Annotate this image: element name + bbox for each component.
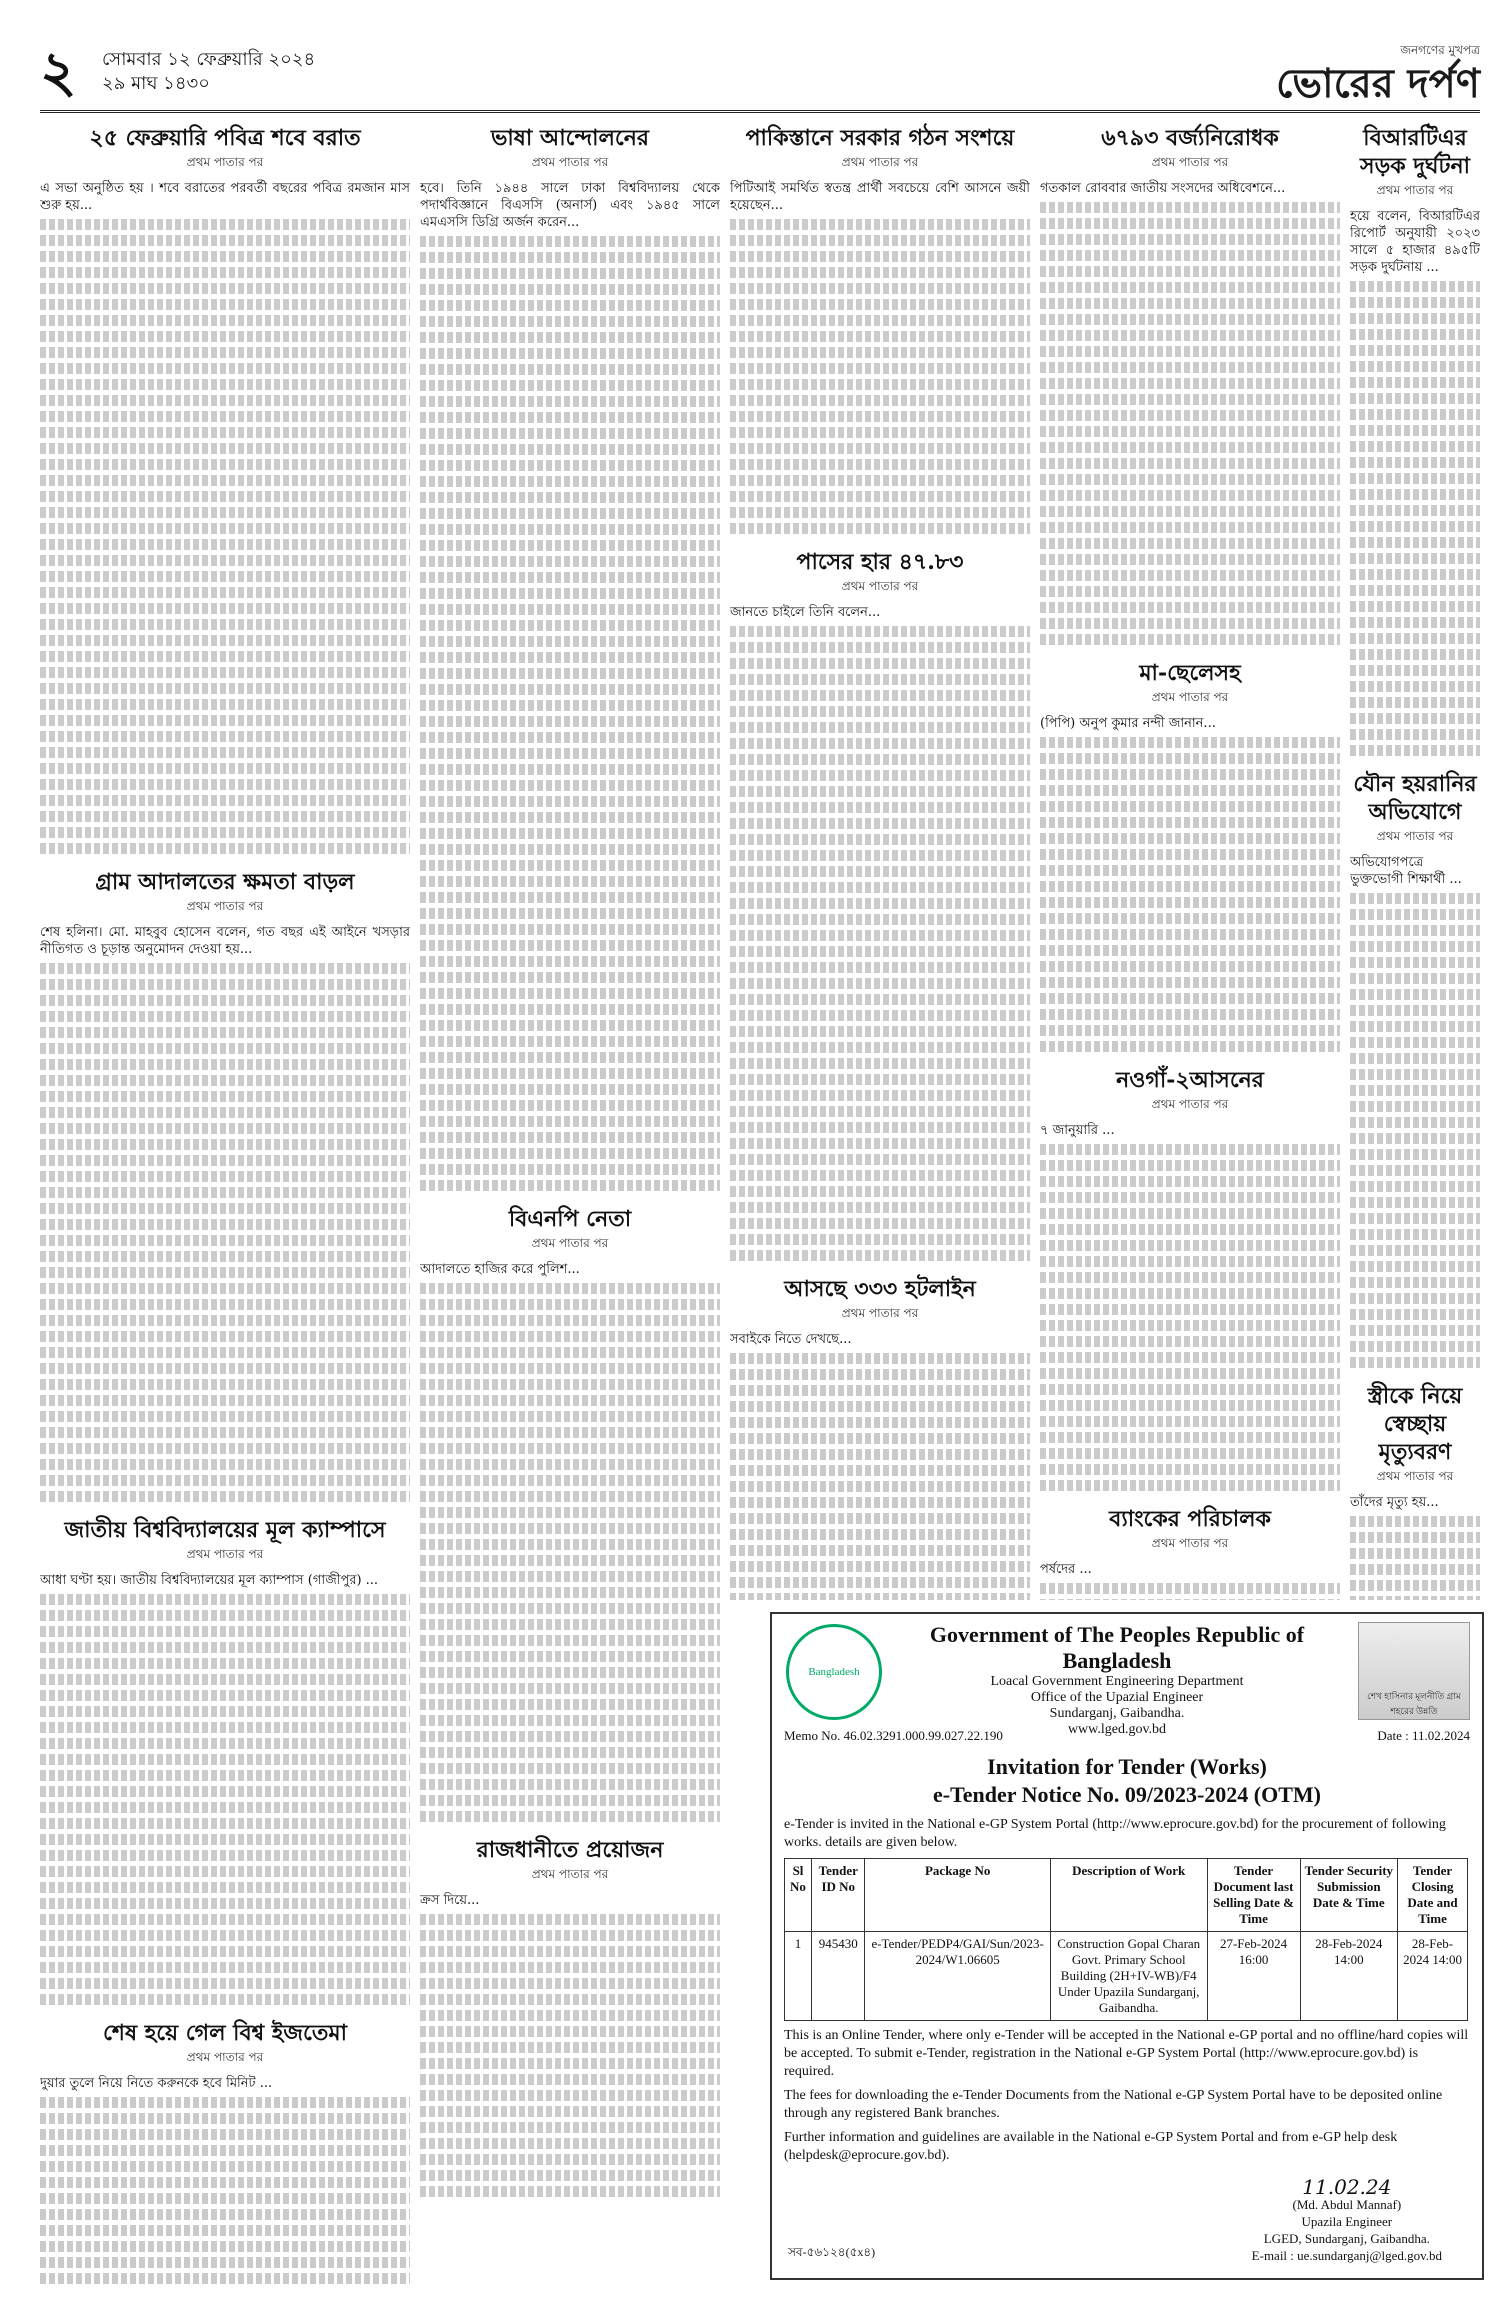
story-jump-line: প্রথম পাতার পর xyxy=(186,2050,264,2064)
story-text-lines xyxy=(1040,737,1340,1052)
news-story xyxy=(1350,770,1480,1368)
signer-name: (Md. Abdul Mannaf) xyxy=(1292,2197,1402,2212)
news-column-4 xyxy=(1040,120,1340,1600)
memo-date: Date : 11.02.2024 xyxy=(1377,1728,1470,1743)
memo-number: Memo No. 46.02.3291.000.99.027.22.190 xyxy=(784,1728,1003,1743)
tender-table-header xyxy=(785,1859,1468,1932)
office-website: www.lged.gov.bd xyxy=(1067,1722,1167,1737)
story-body: শেষ হলিনা। মো. মাহবুব হোসেন বলেন, গত বছর এই আইনে খসড়ার নীতিগত ও চূড়ান্ত অনুমোদন দেওয়া হয়... xyxy=(40,925,410,957)
story-body: জানতে চাইলে তিনি বলেন... xyxy=(730,605,881,620)
story-body: হয়ে বলেন, বিআরটিএর রিপোর্ট অনুযায়ী ২০২৩ সালে ৫ হাজার ৪৯৫টি সড়ক দুর্ঘটনায় ... xyxy=(1350,209,1480,275)
story-headline: জাতীয় বিশ্ববিদ্যালয়ের মূল ক্যাম্পাসে xyxy=(64,1517,386,1543)
tender-advertisement xyxy=(770,1612,1484,2280)
signer-title: Upazila Engineer xyxy=(1301,2214,1393,2229)
news-story xyxy=(1040,124,1340,645)
story-headline: রাজধানীতে প্রয়োজন xyxy=(476,1837,664,1863)
tender-intro: e-Tender is invited in the National e-GP System Portal (http://www.eprocure.gov.bd) for the procurement of following works. details are given below. xyxy=(784,1817,1446,1850)
story-jump-line: প্রথম পাতার পর xyxy=(841,1306,919,1320)
table-header-cell: Tender ID No xyxy=(811,1859,865,1932)
table-cell: 1 xyxy=(785,1932,812,2021)
story-jump-line: প্রথম পাতার পর xyxy=(186,899,264,913)
story-jump-line: প্রথম পাতার পর xyxy=(1376,829,1454,843)
story-headline: আসছে ৩৩৩ হটলাইন xyxy=(784,1276,976,1302)
story-text-lines xyxy=(1040,202,1340,645)
date-block xyxy=(102,48,315,96)
story-headline: বিএনপি নেতা xyxy=(508,1206,632,1232)
story-text-lines xyxy=(1350,281,1480,756)
gov-title: Government of The Peoples Republic of Bangladesh xyxy=(929,1622,1305,1673)
story-text-lines xyxy=(420,1283,720,1822)
story-headline: ৬৭৯৩ বর্জ্যনিরোধক xyxy=(1101,125,1279,151)
dept-name: Loacal Government Engineering Department xyxy=(990,1674,1244,1689)
story-text-lines xyxy=(1350,1516,1480,1600)
story-jump-line: প্রথম পাতার পর xyxy=(531,1867,609,1881)
news-story xyxy=(40,868,410,1502)
story-jump-line: প্রথম পাতার পর xyxy=(186,155,264,169)
story-body: গতকাল রোববার জাতীয় সংসদের অধিবেশনে... xyxy=(1040,181,1286,196)
news-story xyxy=(40,2019,410,2284)
news-story xyxy=(420,1205,720,1822)
story-jump-line: প্রথম পাতার পর xyxy=(186,1547,264,1561)
brand-tagline: জনগণের মুখপত্র xyxy=(1400,43,1480,57)
story-headline: বিআরটিএর সড়ক দুর্ঘটনা xyxy=(1360,125,1470,179)
table-header-cell: Description of Work xyxy=(1050,1859,1207,1932)
story-headline: যৌন হয়রানির অভিযোগে xyxy=(1353,771,1477,825)
story-text-lines xyxy=(420,236,720,1191)
office-name: Office of the Upazial Engineer xyxy=(1030,1690,1204,1705)
story-body: সবাইকে নিতে দেখছে... xyxy=(730,1332,852,1347)
news-column-5 xyxy=(1350,120,1480,1600)
story-body: হবে। তিনি ১৯৪৪ সালে ঢাকা বিশ্ববিদ্যালয় থেকে পদার্থবিজ্ঞানে বিএসসি (অনার্স) এবং ১৯৪৫ সালে এমএসসি ডিগ্রি অর্জন করেন... xyxy=(420,181,720,230)
news-column-2 xyxy=(420,120,720,2284)
story-body: আদালতে হাজির করে পুলিশ... xyxy=(420,1262,580,1277)
news-story xyxy=(1350,1382,1480,1600)
story-text-lines xyxy=(1350,893,1480,1368)
tender-note-2: The fees for downloading the e-Tender Documents from the National e-GP System Portal have to be deposited online through any registered Bank branches. xyxy=(784,2088,1443,2121)
story-body: ক্রস দিয়ে... xyxy=(420,1893,480,1908)
date-line-2: ২৯ মাঘ ১৪৩০ xyxy=(102,73,210,94)
signature-date: 11.02.24 xyxy=(1302,2175,1392,2199)
story-body: (পিপি) অনুপ কুমার নন্দী জানান... xyxy=(1040,716,1216,731)
story-body: ৭ জানুয়ারি ... xyxy=(1040,1123,1115,1138)
news-story xyxy=(1040,1505,1340,1600)
tender-note-3: Further information and guidelines are available in the National e-GP System Portal and from e-GP help desk (helpdesk@eprocure.gov.bd). xyxy=(784,2130,1398,2163)
tender-table-body xyxy=(785,1932,1468,2021)
story-headline: ব্যাংকের পরিচালক xyxy=(1109,1506,1271,1532)
story-body: দুয়ার তুলে নিয়ে নিতে করুনকে হবে মিনিট ... xyxy=(40,2076,273,2091)
photo-caption: শেখ হাসিনার মূলনীতি গ্রাম শহরের উন্নতি xyxy=(1367,1691,1461,1716)
story-jump-line: প্রথম পাতার পর xyxy=(531,155,609,169)
story-text-lines xyxy=(730,219,1030,534)
news-column-1 xyxy=(40,120,410,2284)
news-story xyxy=(420,124,720,1191)
story-text-lines xyxy=(1040,1144,1340,1491)
tender-notice-number: e-Tender Notice No. 09/2023-2024 (OTM) xyxy=(933,1782,1321,1807)
story-body: পিটিআই সমর্থিত স্বতন্ত্র প্রার্থী সবচেয়ে বেশি আসনে জয়ী হয়েছেন... xyxy=(730,181,1030,213)
story-text-lines xyxy=(40,1594,410,2005)
news-story xyxy=(40,124,410,854)
table-row xyxy=(785,1932,1468,2021)
story-jump-line: প্রথম পাতার পর xyxy=(1376,1469,1454,1483)
table-header-cell: Tender Security Submission Date & Time xyxy=(1300,1859,1397,1932)
story-jump-line: প্রথম পাতার পর xyxy=(1151,1536,1229,1550)
story-headline: মা-ছেলেসহ xyxy=(1139,660,1241,686)
story-headline: নওগাঁ-২আসনের xyxy=(1116,1067,1264,1093)
story-jump-line: প্রথম পাতার পর xyxy=(841,579,919,593)
page-number: ২ xyxy=(40,39,77,105)
story-headline: ভাষা আন্দোলনের xyxy=(491,125,649,151)
table-header-cell: Tender Document last Selling Date & Time xyxy=(1207,1859,1300,1932)
news-story xyxy=(730,1275,1030,1600)
story-jump-line: প্রথম পাতার পর xyxy=(1151,155,1229,169)
table-cell: Construction Gopal Charan Govt. Primary School Building (2H+IV-WB)/F4 Under Upazila Sundarganj, Gaibandha. xyxy=(1050,1932,1207,2021)
office-location: Sundarganj, Gaibandha. xyxy=(1049,1706,1185,1721)
story-jump-line: প্রথম পাতার পর xyxy=(1151,1097,1229,1111)
story-headline: গ্রাম আদালতের ক্ষমতা বাড়ল xyxy=(95,869,355,895)
date-line-1: সোমবার ১২ ফেব্রুয়ারি ২০২৪ xyxy=(102,49,316,70)
news-story xyxy=(1350,124,1480,756)
story-headline: পাকিস্তানে সরকার গঠন সংশয়ে xyxy=(745,125,1015,151)
story-text-lines xyxy=(40,2097,410,2284)
signer-office: LGED, Sundarganj, Gaibandha. xyxy=(1263,2231,1430,2246)
story-body: অভিযোগপত্রে ভুক্তভোগী শিক্ষার্থী ... xyxy=(1350,855,1462,887)
story-body: আধা ঘণ্টা হয়। জাতীয় বিশ্ববিদ্যালয়ের মূল ক্যাম্পাস (গাজীপুর) ... xyxy=(40,1573,379,1588)
brand xyxy=(1276,42,1480,106)
story-body: এ সভা অনুষ্ঠিত হয় । শবে বরাতের পরবর্তী বছরের পবিত্র রমজান মাস শুরু হয়... xyxy=(40,181,410,213)
brand-name: ভোরের দর্পণ xyxy=(1276,60,1480,107)
gov-header xyxy=(882,1622,1352,1738)
story-jump-line: প্রথম পাতার পর xyxy=(841,155,919,169)
signer-email: E-mail : ue.sundarganj@lged.gov.bd xyxy=(1251,2248,1442,2263)
table-cell: 945430 xyxy=(811,1932,865,2021)
story-text-lines xyxy=(1040,1583,1340,1600)
masthead xyxy=(40,40,1480,113)
table-header-cell: Package No xyxy=(865,1859,1050,1932)
portrait-photo xyxy=(1358,1622,1470,1720)
lged-logo xyxy=(786,1624,882,1720)
tender-table xyxy=(784,1858,1468,2021)
news-story xyxy=(730,124,1030,534)
story-body: তাঁদের মৃত্যু হয়... xyxy=(1350,1495,1439,1510)
news-column-3 xyxy=(730,120,1030,1600)
story-jump-line: প্রথম পাতার পর xyxy=(1376,183,1454,197)
story-headline: ২৫ ফেব্রুয়ারি পবিত্র শবে বরাত xyxy=(89,125,361,151)
table-cell: 28-Feb-2024 14:00 xyxy=(1300,1932,1397,2021)
news-story xyxy=(1040,659,1340,1052)
story-text-lines xyxy=(40,963,410,1502)
story-text-lines xyxy=(40,219,410,854)
logo-text: Bangladesh xyxy=(808,1666,860,1678)
tender-note-1: This is an Online Tender, where only e-Tender will be accepted in the National e-GP portal and no offline/hard copies will be accepted. To submit e-Tender, registration in the National e-GP System Portal (http://www.eprocure.gov.bd) is required. xyxy=(784,2028,1469,2079)
story-headline: শেষ হয়ে গেল বিশ্ব ইজতেমা xyxy=(103,2020,347,2046)
story-text-lines xyxy=(730,1353,1030,1600)
story-headline: পাসের হার ৪৭.৮৩ xyxy=(796,549,964,575)
table-cell: 27-Feb-2024 16:00 xyxy=(1207,1932,1300,2021)
signature-block xyxy=(1251,2175,1442,2264)
story-text-lines xyxy=(420,1914,720,2197)
news-story xyxy=(730,548,1030,1261)
table-cell: 28-Feb-2024 14:00 xyxy=(1398,1932,1468,2021)
table-cell: e-Tender/PEDP4/GAI/Sun/2023-2024/W1.06605 xyxy=(865,1932,1050,2021)
table-header-cell: Sl No xyxy=(785,1859,812,1932)
news-story xyxy=(420,1836,720,2197)
ad-code: সব-৫৬১২৪(৫x৪) xyxy=(788,2245,876,2259)
tender-title: Invitation for Tender (Works) xyxy=(987,1754,1267,1779)
news-story xyxy=(40,1516,410,2005)
story-jump-line: প্রথম পাতার পর xyxy=(531,1236,609,1250)
table-header-cell: Tender Closing Date and Time xyxy=(1398,1859,1468,1932)
news-story xyxy=(1040,1066,1340,1491)
story-headline: স্ত্রীকে নিয়ে স্বেচ্ছায় মৃত্যুবরণ xyxy=(1367,1383,1463,1465)
story-body: পর্ষদের ... xyxy=(1040,1562,1092,1577)
story-text-lines xyxy=(730,626,1030,1261)
story-jump-line: প্রথম পাতার পর xyxy=(1151,690,1229,704)
